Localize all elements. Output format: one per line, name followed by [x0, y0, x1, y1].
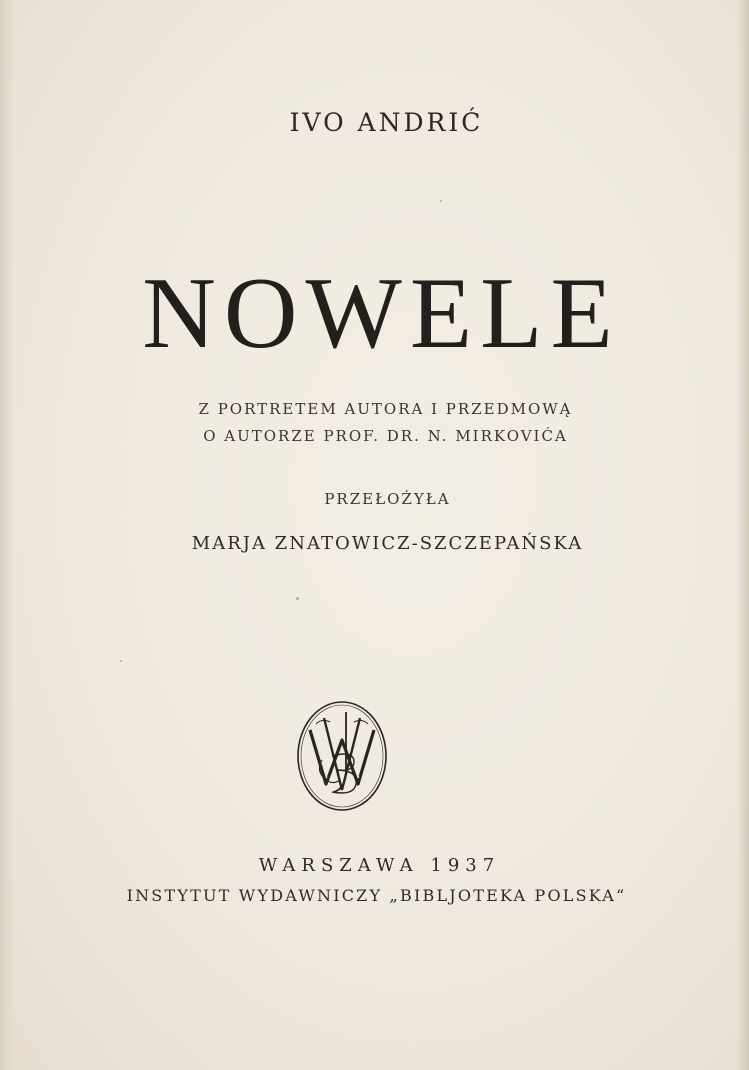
translator-name: MARJA ZNATOWICZ-SZCZEPAŃSKA — [191, 533, 584, 554]
book-title: NOWELE — [142, 257, 621, 370]
imprint-city-year: WARSZAWA 1937 — [258, 855, 501, 876]
subtitle-line-1: Z PORTRETEM AUTORA I PRZEDMOWĄ — [198, 400, 573, 418]
paper-fleck — [296, 597, 299, 600]
paper-fleck — [440, 200, 442, 202]
paper-fleck — [120, 660, 122, 662]
imprint-publisher: INSTYTUT WYDAWNICZY „BIBLJOTEKA POLSKA“ — [126, 886, 627, 905]
publisher-monogram-icon — [296, 700, 388, 812]
translated-by-label: PRZEŁOŻYŁA — [324, 490, 451, 508]
author-name: IVO ANDRIĆ — [289, 108, 484, 137]
subtitle-line-2: O AUTORZE PROF. DR. N. MIRKOVIĆA — [203, 427, 568, 445]
